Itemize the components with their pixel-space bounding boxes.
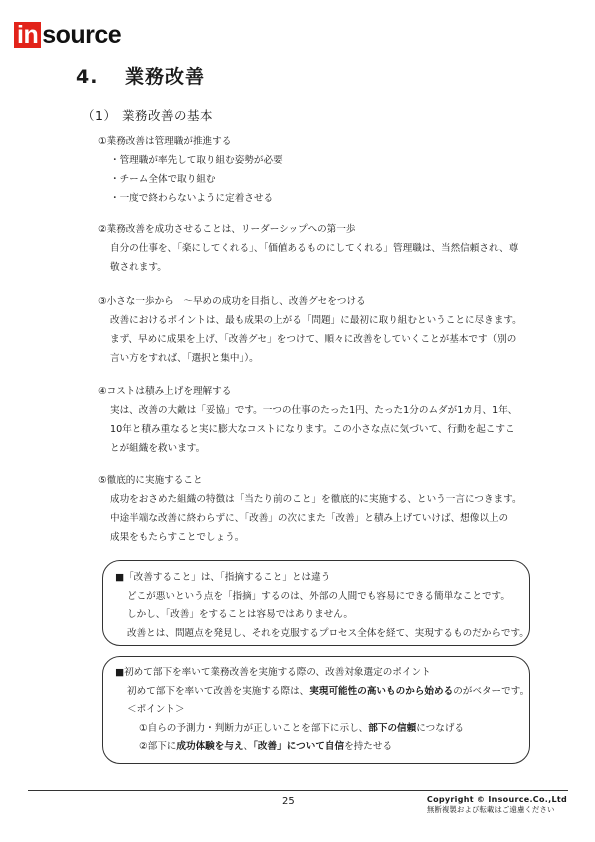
logo-in: in xyxy=(14,22,41,48)
subsection-number: （1） xyxy=(82,108,117,123)
point-line: 中途半端な改善に終わらずに、「改善」の次にまた「改善」と積み上げていけば、想像以上の xyxy=(110,513,509,524)
footer-divider xyxy=(28,790,568,791)
bold-span: 成功体験を与え xyxy=(176,741,244,752)
callout-point-1 xyxy=(115,720,529,739)
bold-span: 実現可能性の高いものから始める xyxy=(309,685,454,697)
point-line: 改善におけるポイントは、最も成果の上がる「問題」に最初に取り組むということに尽きます。 xyxy=(110,315,522,326)
subsection-title: 業務改善の基本 xyxy=(122,108,214,123)
text-span: を持たせる xyxy=(344,741,393,752)
callout-point-2 xyxy=(115,738,529,757)
copyright-text: Copyright © Insource.Co.,Ltd xyxy=(426,795,567,804)
callout-box-improvement-vs-pointing xyxy=(102,560,530,646)
text-span: につなげる xyxy=(416,722,465,734)
section-title: 業務改善 xyxy=(125,66,206,88)
callout-line: しかし、「改善」をすることは容易ではありません。 xyxy=(127,609,354,620)
point-line: ・管理職が率先して取り組む姿勢が必要 xyxy=(110,155,283,166)
text-span: 初めて部下を率いて改善を実施する際は、 xyxy=(127,685,310,697)
point-line: とが組織を救います。 xyxy=(110,443,206,454)
point-line: 10年と積み重なると実に膨大なコストになります。この小さな点に気づいて、行動を起こすこ xyxy=(110,424,515,435)
callout-title: ■初めて部下を率いて業務改善を実施する際の、改善対象選定のポイント xyxy=(115,667,431,678)
section-heading xyxy=(76,62,205,89)
point-3 xyxy=(98,292,522,368)
copyright-block xyxy=(427,795,567,815)
text-span: 、 xyxy=(243,741,254,752)
bold-span: 部下の信頼 xyxy=(368,722,417,734)
point-line: まず、早めに成果を上げ、「改善グセ」をつけて、順々に改善をしていくことが基本です（別の xyxy=(110,334,517,345)
point-line: 実は、改善の大敵は「妥協」です。一つの仕事のたった1円、たった1分のムダが1カ月、1年、 xyxy=(110,405,518,416)
point-title: ①業務改善は管理職が推進する xyxy=(98,136,232,147)
section-number: 4. xyxy=(76,66,99,88)
page-number: 25 xyxy=(282,796,295,807)
point-line: 成功をおさめた組織の特徴は「当たり前のこと」を徹底的に実施する、という一言につきます。 xyxy=(110,494,522,505)
point-line: 言い方をすれば、「選択と集中」）。 xyxy=(110,353,259,364)
callout-line xyxy=(115,683,529,702)
point-title: ⑤徹底的に実施すること xyxy=(98,475,203,486)
point-line: ・チーム全体で取り組む xyxy=(110,174,216,185)
point-line: ・一度で終わらないように定着させる xyxy=(110,193,274,204)
points-label: ＜ポイント＞ xyxy=(127,704,185,715)
point-4 xyxy=(98,382,517,458)
point-line: 成果をもたらすことでしょう。 xyxy=(110,532,245,543)
callout-line: どこが悪いという点を「指摘」するのは、外部の人間でも容易にできる簡単なことです。 xyxy=(127,590,510,602)
point-title: ③小さな一歩から ～早めの成功を目指し、改善グセをつける xyxy=(98,296,366,307)
subsection-heading xyxy=(82,106,213,124)
logo-source: source xyxy=(42,21,122,49)
point-title: ④コストは積み上げを理解する xyxy=(98,386,232,397)
insource-logo xyxy=(14,22,121,48)
callout-box-target-selection xyxy=(102,656,530,764)
text-span: のがベターです。 xyxy=(453,685,530,697)
text-span: ②部下に xyxy=(139,741,177,752)
point-line: 自分の仕事を、「楽にしてくれる」、「価値あるものにしてくれる」管理職は、当然信頼され、尊 xyxy=(110,243,519,254)
bold-span: 「改善」について自信 xyxy=(253,741,345,752)
point-line: 敬されます。 xyxy=(110,262,167,273)
callout-title: ■「改善すること」は、「指摘すること」とは違う xyxy=(115,572,331,583)
point-2 xyxy=(98,220,518,277)
reproduction-notice: 無断複製および転載はご遠慮ください xyxy=(426,805,555,814)
point-5 xyxy=(98,471,522,547)
point-1 xyxy=(98,132,283,208)
callout-line: 改善とは、問題点を発見し、それを克服するプロセス全体を経て、実現するものだからです。 xyxy=(127,627,529,639)
point-title: ②業務改善を成功させることは、リーダーシップへの第一歩 xyxy=(98,224,356,235)
text-span: ①自らの予測力・判断力が正しいことを部下に示し、 xyxy=(139,722,369,734)
